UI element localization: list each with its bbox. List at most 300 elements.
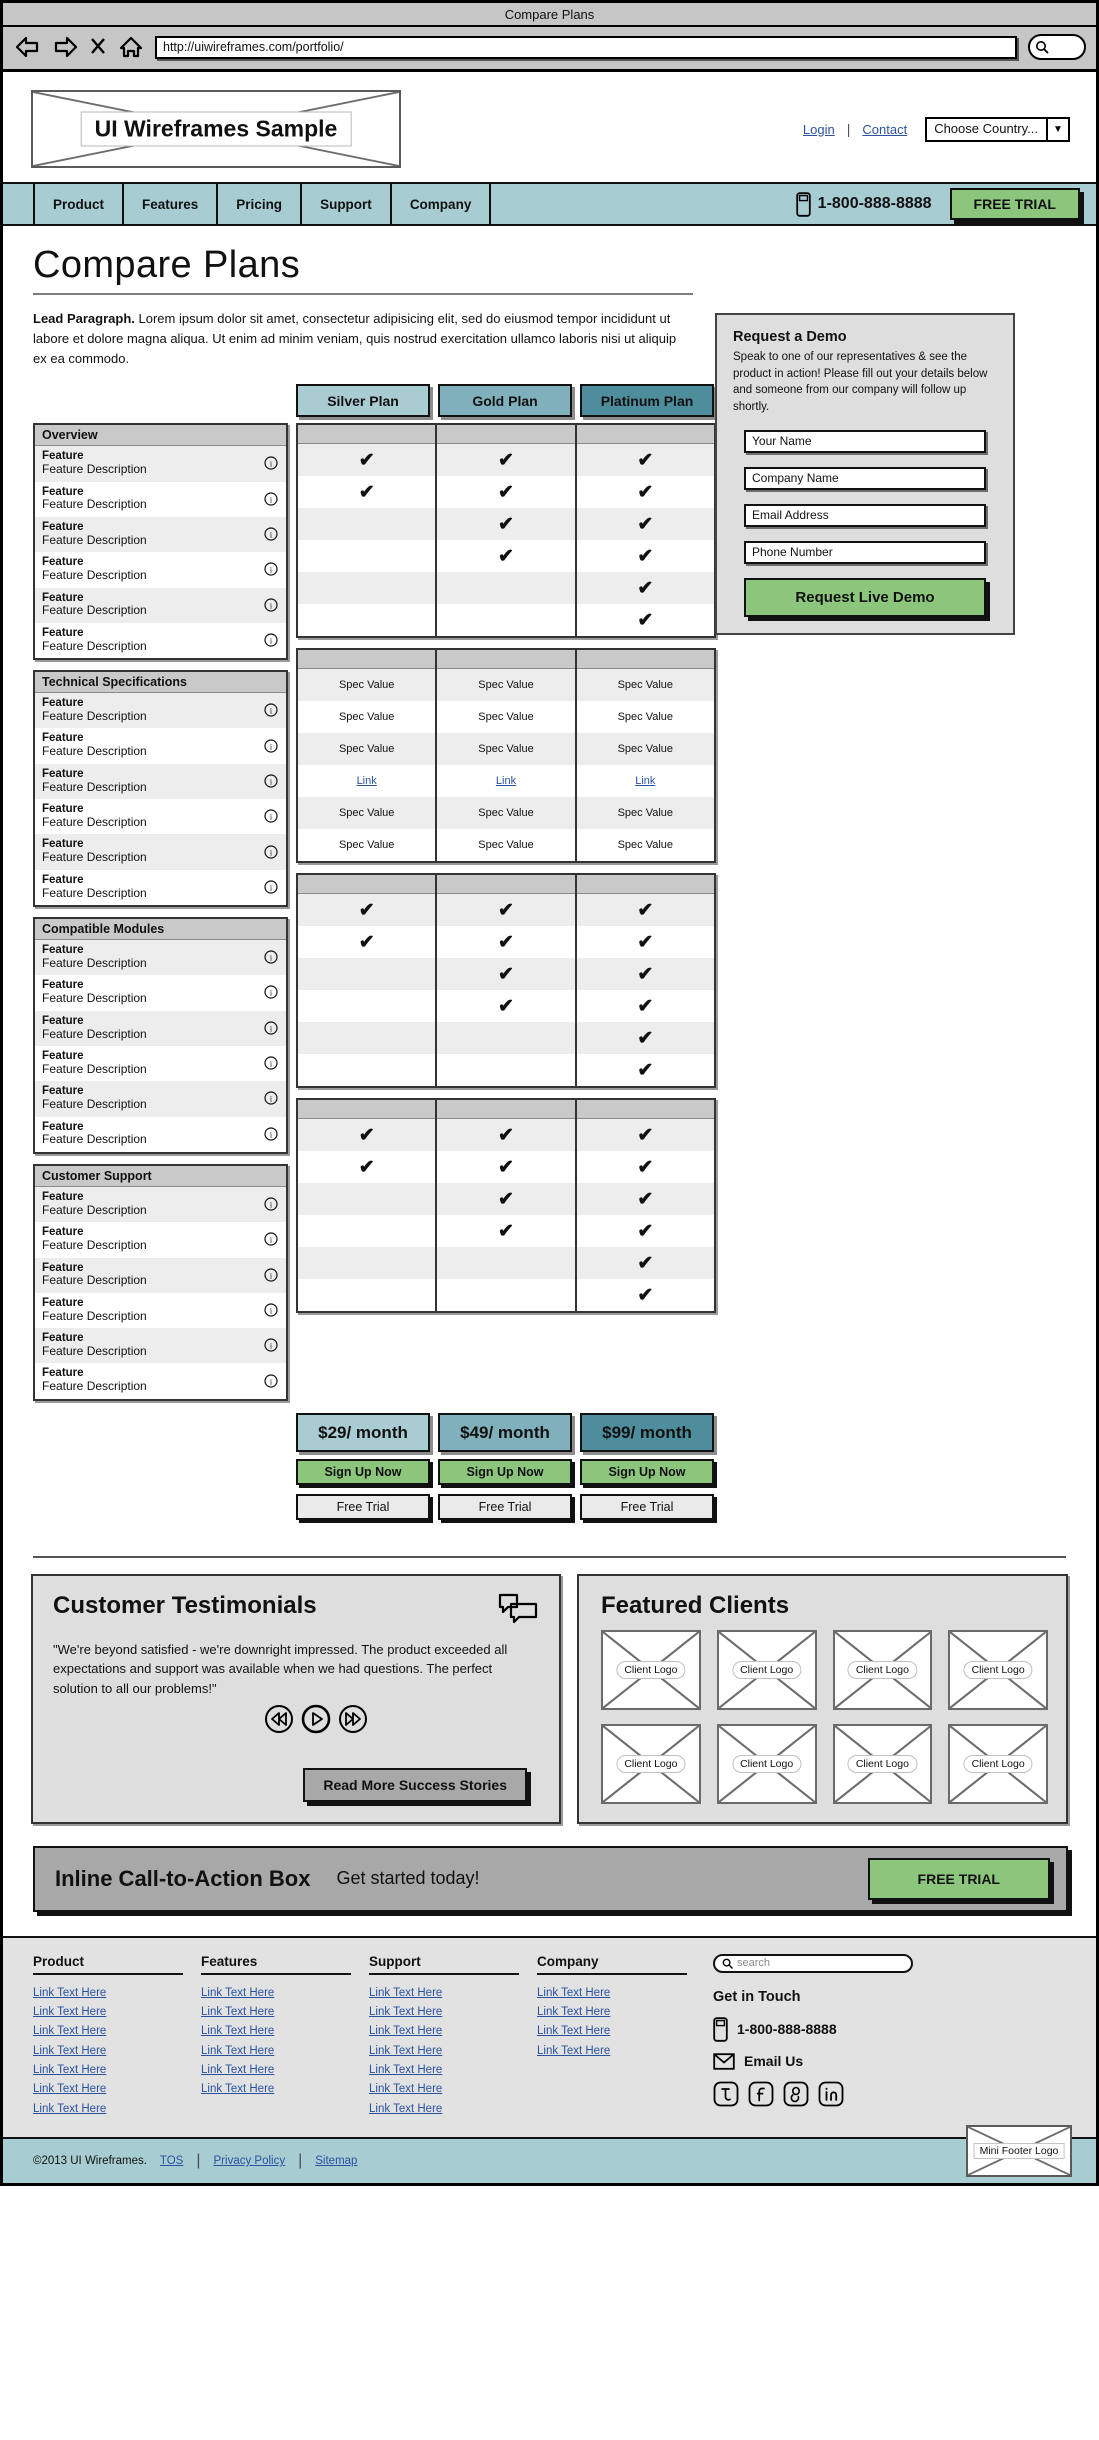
svg-text:i: i xyxy=(269,1306,273,1316)
feature-not-included xyxy=(437,1054,574,1086)
nav-item-pricing[interactable]: Pricing xyxy=(216,184,302,224)
plan-header-silver[interactable]: Silver Plan xyxy=(296,384,430,417)
plan-values-group xyxy=(296,423,716,638)
search-icon xyxy=(1035,40,1049,54)
browser-search-box[interactable] xyxy=(1028,34,1086,60)
info-circle-icon[interactable] xyxy=(264,1374,278,1388)
feature-description: Feature Description xyxy=(42,991,147,1006)
check-icon: ✔ xyxy=(498,931,514,953)
info-circle-icon[interactable] xyxy=(264,739,278,753)
feature-name: Feature xyxy=(42,873,84,886)
info-circle-icon[interactable] xyxy=(264,1268,278,1282)
feature-row xyxy=(35,764,286,799)
login-link[interactable]: Login xyxy=(802,121,835,137)
site-header xyxy=(3,72,1096,182)
plan-value-column-silver xyxy=(298,650,437,861)
spec-link[interactable]: Link xyxy=(635,775,656,788)
browser-title-bar xyxy=(3,3,1096,27)
feature-name: Feature xyxy=(42,591,84,604)
check-icon: ✔ xyxy=(498,1220,514,1242)
svg-text:i: i xyxy=(269,953,273,963)
client-logo[interactable] xyxy=(601,1630,701,1710)
feature-row xyxy=(35,588,286,623)
footer-link[interactable]: Link Text Here xyxy=(369,2025,443,2038)
address-bar[interactable] xyxy=(155,36,1017,59)
info-circle-icon[interactable] xyxy=(264,845,278,859)
nav-item-support[interactable]: Support xyxy=(300,184,392,224)
check-icon: ✔ xyxy=(498,513,514,535)
client-logo-grid xyxy=(601,1630,1048,1804)
section-divider xyxy=(33,1556,1066,1558)
info-circle-icon[interactable] xyxy=(264,809,278,823)
footer-link[interactable]: Link Text Here xyxy=(369,1986,443,1999)
footer-column-support xyxy=(369,1954,519,2119)
footer-link[interactable]: Link Text Here xyxy=(537,2006,611,2019)
client-logo[interactable] xyxy=(717,1724,817,1804)
check-icon: ✔ xyxy=(637,963,654,985)
info-circle-icon[interactable] xyxy=(264,1056,278,1070)
featured-clients-title: Featured Clients xyxy=(601,1591,790,1619)
feature-text xyxy=(42,944,147,970)
feature-included-check xyxy=(577,540,714,572)
footer-link[interactable]: Link Text Here xyxy=(369,2083,443,2096)
client-logo[interactable] xyxy=(601,1724,701,1804)
intro-row xyxy=(33,309,1068,1520)
spec-value-cell: Spec Value xyxy=(298,797,435,829)
email-address-field[interactable] xyxy=(744,504,986,527)
feature-name: Feature xyxy=(42,1085,84,1098)
feature-name: Feature xyxy=(42,1120,84,1133)
feature-name: Feature xyxy=(42,732,84,745)
feature-included-check xyxy=(437,444,574,476)
feature-description: Feature Description xyxy=(42,1273,147,1288)
feature-name: Feature xyxy=(42,803,84,816)
feature-row xyxy=(35,940,286,975)
feature-row xyxy=(35,1011,286,1046)
spec-value-cell: Spec Value xyxy=(437,733,574,765)
page-title: Compare Plans xyxy=(33,244,301,286)
lead-text: Lorem ipsum dolor sit amet, consectetur adipisicing elit, sed do eiusmod tempor incididunt ut labore et dolore magna aliqua. Ut enim ad minim veniam, quis nostrud exercitation ullamco laboris nisi ut aliquip ex ea commodo. xyxy=(33,311,677,366)
copyright-text: ©2013 UI Wireframes. xyxy=(33,2154,147,2167)
footer-link[interactable]: Link Text Here xyxy=(201,2006,275,2019)
spec-link[interactable]: Link xyxy=(495,775,517,788)
facebook-icon[interactable] xyxy=(748,2081,774,2107)
feature-not-included xyxy=(298,508,435,540)
feature-included-check xyxy=(437,1151,574,1183)
back-arrow-icon[interactable] xyxy=(15,35,41,59)
mobile-phone-icon xyxy=(796,192,811,217)
footer-link[interactable]: Link Text Here xyxy=(369,2102,443,2115)
plan-values-group xyxy=(296,1098,716,1313)
spec-value-cell: Spec Value xyxy=(478,839,534,852)
forward-arrow-icon[interactable] xyxy=(52,35,78,59)
nav-phone-number: 1-800-888-8888 xyxy=(817,195,932,212)
feature-included-check xyxy=(577,1247,714,1279)
feature-included-check xyxy=(577,1279,714,1311)
feature-included-check xyxy=(577,444,714,476)
country-select[interactable] xyxy=(925,117,1070,142)
check-icon: ✔ xyxy=(637,1124,654,1146)
feature-description: Feature Description xyxy=(42,1344,147,1358)
feature-included-check xyxy=(298,476,435,508)
mobile-phone-icon xyxy=(713,2017,728,2042)
footer-link[interactable]: Link Text Here xyxy=(33,2102,107,2115)
feature-group-overview xyxy=(33,423,288,660)
info-circle-icon[interactable] xyxy=(264,598,278,612)
feature-name: Feature xyxy=(42,1367,84,1380)
feature-description: Feature Description xyxy=(42,1238,147,1253)
feature-row xyxy=(35,834,286,869)
info-circle-icon[interactable] xyxy=(264,985,278,999)
comparison-table xyxy=(33,423,693,1411)
footer-link[interactable]: Link Text Here xyxy=(201,2083,275,2096)
feature-included-check xyxy=(577,572,714,604)
sitemap-link[interactable]: Sitemap xyxy=(315,2154,358,2167)
plan-value-column-platinum xyxy=(577,875,714,1086)
free-trial-button-gold[interactable]: Free Trial xyxy=(438,1494,572,1520)
plan-value-column-platinum xyxy=(577,1100,714,1311)
plan-values-group xyxy=(296,873,716,1088)
footer-link[interactable]: Link Text Here xyxy=(33,2006,107,2019)
get-in-touch-title: Get in Touch xyxy=(713,1988,801,2005)
footer-link[interactable]: Link Text Here xyxy=(369,2064,443,2076)
country-select-value: Choose Country... xyxy=(934,120,1038,136)
feature-description: Feature Description xyxy=(42,779,147,794)
footer-link[interactable]: Link Text Here xyxy=(201,1986,275,1999)
sign-up-now-button-silver[interactable]: Sign Up Now xyxy=(296,1459,430,1485)
info-circle-icon[interactable] xyxy=(264,703,278,717)
plan-value-column-silver xyxy=(298,1100,437,1311)
footer-column-divider xyxy=(33,1973,183,1975)
feature-description: Feature Description xyxy=(42,532,147,547)
plan-value-column-header xyxy=(437,650,574,669)
svg-text:i: i xyxy=(269,812,273,822)
feature-name: Feature xyxy=(42,697,84,710)
plan-price-silver: $29/ month xyxy=(296,1413,430,1452)
your-name-field[interactable] xyxy=(744,430,986,453)
check-icon: ✔ xyxy=(637,449,654,471)
close-x-icon[interactable] xyxy=(89,35,107,59)
plan-value-column-gold xyxy=(437,425,576,636)
feature-group-title: Technical Specifications xyxy=(35,672,286,693)
plan-value-column-gold xyxy=(437,1100,576,1311)
play-icon[interactable] xyxy=(301,1704,331,1734)
free-trial-button-platinum[interactable]: Free Trial xyxy=(580,1494,714,1520)
feature-group-title: Compatible Modules xyxy=(35,919,286,940)
footer-link[interactable]: Link Text Here xyxy=(33,2025,107,2038)
inline-cta-box xyxy=(33,1846,1068,1912)
feature-row xyxy=(35,517,286,552)
url-text: http://uiwireframes.com/portfolio/ xyxy=(163,40,344,54)
plan-value-column-header xyxy=(298,1100,435,1119)
plan-value-column-silver xyxy=(298,875,437,1086)
feature-row xyxy=(35,1117,286,1152)
feature-group-title: Overview xyxy=(35,425,286,446)
plan-value-column-header xyxy=(577,425,714,444)
page-body xyxy=(3,72,1096,2183)
cta-free-trial-button[interactable]: FREE TRIAL xyxy=(868,1858,1050,1900)
feature-name: Feature xyxy=(42,1332,84,1345)
svg-text:i: i xyxy=(269,1024,273,1034)
tos-link[interactable]: TOS xyxy=(159,2154,184,2167)
sign-up-now-button-platinum[interactable]: Sign Up Now xyxy=(580,1459,714,1485)
check-icon: ✔ xyxy=(637,1027,654,1049)
plan-action-cell-silver xyxy=(296,1413,430,1520)
privacy-policy-link[interactable]: Privacy Policy xyxy=(213,2154,286,2167)
spec-link-cell xyxy=(437,765,574,797)
footer-link[interactable]: Link Text Here xyxy=(201,2025,275,2038)
site-logo[interactable] xyxy=(31,90,401,168)
feature-row xyxy=(35,799,286,834)
check-icon: ✔ xyxy=(358,1124,375,1146)
feature-name: Feature xyxy=(42,1014,84,1027)
footer-column-title: Company xyxy=(537,1953,599,1969)
home-icon[interactable] xyxy=(118,35,144,59)
plan-value-column-silver xyxy=(298,425,437,636)
feature-included-check xyxy=(577,1151,714,1183)
nav-phone xyxy=(796,192,932,217)
feature-name: Feature xyxy=(42,767,84,780)
feature-text xyxy=(42,838,147,864)
feature-name: Feature xyxy=(42,1261,84,1274)
feature-included-check xyxy=(577,1119,714,1151)
feature-row xyxy=(35,728,286,763)
cta-subtitle: Get started today! xyxy=(336,1868,480,1889)
check-icon: ✔ xyxy=(358,899,375,921)
feature-included-check xyxy=(577,476,714,508)
client-logo[interactable] xyxy=(833,1724,933,1804)
footer-search-box[interactable] xyxy=(713,1954,913,1973)
testimonials-panel xyxy=(31,1574,561,1824)
company-name-field[interactable] xyxy=(744,467,986,490)
plan-header-platinum[interactable]: Platinum Plan xyxy=(580,384,714,417)
spec-value-cell: Spec Value xyxy=(577,733,714,765)
feature-not-included xyxy=(298,572,435,604)
client-logo-label: Client Logo xyxy=(964,1755,1033,1773)
check-icon: ✔ xyxy=(358,449,375,471)
info-circle-icon[interactable] xyxy=(264,562,278,576)
check-icon: ✔ xyxy=(637,1059,654,1081)
client-logo[interactable] xyxy=(948,1724,1048,1804)
footer-link[interactable]: Link Text Here xyxy=(33,1986,107,1999)
svg-text:i: i xyxy=(269,459,273,469)
site-footer xyxy=(3,1936,1096,2137)
feature-text xyxy=(42,697,147,723)
plan-value-column-header xyxy=(437,875,574,894)
svg-text:i: i xyxy=(269,601,273,611)
feature-included-check xyxy=(577,1183,714,1215)
spec-value-cell: Spec Value xyxy=(437,669,574,701)
footer-link[interactable]: Link Text Here xyxy=(201,2064,275,2076)
feature-included-check xyxy=(298,444,435,476)
feature-description: Feature Description xyxy=(42,603,147,618)
check-icon: ✔ xyxy=(358,931,375,953)
svg-text:i: i xyxy=(269,988,273,998)
fast-forward-icon[interactable] xyxy=(338,1704,368,1734)
feature-included-check xyxy=(298,1151,435,1183)
footer-link[interactable]: Link Text Here xyxy=(33,2044,107,2057)
lead-label: Lead Paragraph. xyxy=(33,311,135,326)
testimonial-controls xyxy=(93,1704,539,1734)
feature-description: Feature Description xyxy=(42,709,147,723)
plan-action-cell-platinum xyxy=(580,1413,714,1520)
feature-name: Feature xyxy=(42,556,84,569)
footer-link[interactable]: Link Text Here xyxy=(537,2044,611,2057)
info-circle-icon[interactable] xyxy=(264,1021,278,1035)
info-circle-icon[interactable] xyxy=(264,1232,278,1246)
check-icon: ✔ xyxy=(498,995,514,1017)
svg-text:i: i xyxy=(269,1200,273,1210)
contact-link[interactable]: Contact xyxy=(862,121,908,137)
feature-text xyxy=(42,521,147,547)
demo-panel-title: Request a Demo xyxy=(733,329,847,345)
feature-row xyxy=(35,870,286,905)
feature-description: Feature Description xyxy=(42,955,147,970)
nav-item-features[interactable]: Features xyxy=(122,184,218,224)
plan-value-column-header xyxy=(577,875,714,894)
feature-included-check xyxy=(577,926,714,958)
read-more-success-stories-button[interactable]: Read More Success Stories xyxy=(303,1768,527,1802)
info-circle-icon[interactable] xyxy=(264,527,278,541)
feature-included-check xyxy=(577,1215,714,1247)
feature-name: Feature xyxy=(42,626,84,639)
footer-column-title: Features xyxy=(201,1953,258,1969)
feature-group-title: Customer Support xyxy=(35,1166,286,1187)
check-icon: ✔ xyxy=(358,481,375,503)
info-circle-icon[interactable] xyxy=(264,1303,278,1317)
svg-text:i: i xyxy=(269,883,273,893)
request-demo-panel xyxy=(715,313,1015,635)
nav-free-trial-button[interactable]: FREE TRIAL xyxy=(950,188,1080,220)
feature-name: Feature xyxy=(42,485,84,498)
info-circle-icon[interactable] xyxy=(264,774,278,788)
client-logo-label: Client Logo xyxy=(964,1661,1033,1679)
footer-link[interactable]: Link Text Here xyxy=(33,2064,107,2076)
info-circle-icon[interactable] xyxy=(264,633,278,647)
feature-text xyxy=(42,1297,147,1323)
nav-item-company[interactable]: Company xyxy=(390,184,492,224)
check-icon: ✔ xyxy=(498,481,514,503)
info-circle-icon[interactable] xyxy=(264,492,278,506)
check-icon: ✔ xyxy=(637,899,654,921)
client-logo-label: Client Logo xyxy=(848,1755,917,1773)
footer-link[interactable]: Link Text Here xyxy=(537,1986,611,1999)
linkedin-icon[interactable] xyxy=(818,2081,844,2107)
footer-link[interactable]: Link Text Here xyxy=(537,2025,611,2038)
client-logo[interactable] xyxy=(717,1630,817,1710)
nav-item-product[interactable]: Product xyxy=(33,184,124,224)
client-logo-label: Client Logo xyxy=(848,1661,917,1679)
check-icon: ✔ xyxy=(637,1188,654,1210)
feature-row xyxy=(35,1293,286,1328)
footer-link[interactable]: Link Text Here xyxy=(201,2044,275,2057)
plan-price-platinum: $99/ month xyxy=(580,1413,714,1452)
mini-footer-logo[interactable] xyxy=(966,2125,1072,2177)
info-circle-icon[interactable] xyxy=(264,1197,278,1211)
footer-column-divider xyxy=(369,1973,519,1975)
feature-name: Feature xyxy=(42,1049,84,1062)
site-logo-label: UI Wireframes Sample xyxy=(81,112,352,147)
feature-description: Feature Description xyxy=(42,638,147,653)
footer-link[interactable]: Link Text Here xyxy=(369,2006,443,2019)
info-circle-icon[interactable] xyxy=(264,880,278,894)
feature-included-check xyxy=(437,508,574,540)
feature-not-included xyxy=(298,990,435,1022)
feature-not-included xyxy=(437,1022,574,1054)
demo-panel-subtitle: Speak to one of our representatives & see the product in action! Please fill out your details below and someone from our company will follow up shortly. xyxy=(733,351,988,414)
feature-column xyxy=(33,423,288,1411)
feature-name: Feature xyxy=(42,944,84,956)
client-logo[interactable] xyxy=(948,1630,1048,1710)
plan-header-gold[interactable]: Gold Plan xyxy=(438,384,572,417)
feature-not-included xyxy=(298,1054,435,1086)
spec-value-cell: Spec Value xyxy=(338,711,395,724)
spec-value-cell: Spec Value xyxy=(298,733,435,765)
footer-email-row[interactable] xyxy=(713,2053,1068,2070)
feature-text xyxy=(42,556,147,582)
feature-text xyxy=(42,627,147,653)
feature-included-check xyxy=(577,1022,714,1054)
search-icon xyxy=(722,1958,733,1969)
plan-value-column-header xyxy=(298,875,435,894)
feature-included-check xyxy=(298,1119,435,1151)
svg-text:i: i xyxy=(269,706,273,716)
feature-name: Feature xyxy=(42,1296,84,1309)
twitter-icon[interactable] xyxy=(713,2081,739,2107)
social-links xyxy=(713,2081,1068,2107)
feature-text xyxy=(42,1262,147,1288)
feature-not-included xyxy=(437,1279,574,1311)
feature-row xyxy=(35,1222,286,1257)
info-circle-icon[interactable] xyxy=(264,456,278,470)
check-icon: ✔ xyxy=(637,995,654,1017)
phone-number-field[interactable] xyxy=(744,541,986,564)
info-circle-icon[interactable] xyxy=(264,1091,278,1105)
feature-not-included xyxy=(298,1183,435,1215)
spec-value-cell: Spec Value xyxy=(478,711,534,724)
feature-included-check xyxy=(577,990,714,1022)
lead-column xyxy=(33,309,693,1520)
info-circle-icon[interactable] xyxy=(264,950,278,964)
feature-description: Feature Description xyxy=(42,1202,147,1217)
spec-link[interactable]: Link xyxy=(356,775,377,788)
info-circle-icon[interactable] xyxy=(264,1127,278,1141)
mini-footer-logo-label: Mini Footer Logo xyxy=(974,2143,1065,2159)
info-circle-icon[interactable] xyxy=(264,1338,278,1352)
feature-group-technical-specifications xyxy=(33,670,288,907)
free-trial-button-silver[interactable]: Free Trial xyxy=(296,1494,430,1520)
utility-divider: | xyxy=(846,121,851,137)
footer-link[interactable]: Link Text Here xyxy=(33,2083,107,2096)
feature-row xyxy=(35,1258,286,1293)
googleplus-icon[interactable] xyxy=(783,2081,809,2107)
footer-link[interactable]: Link Text Here xyxy=(369,2044,443,2057)
svg-text:i: i xyxy=(269,1341,273,1351)
client-logo[interactable] xyxy=(833,1630,933,1710)
rewind-icon[interactable] xyxy=(264,1704,294,1734)
feature-text xyxy=(42,592,147,618)
feature-row xyxy=(35,1187,286,1222)
plan-headers xyxy=(296,384,693,417)
footer-search-placeholder: search xyxy=(737,1957,771,1970)
sign-up-now-button-gold[interactable]: Sign Up Now xyxy=(438,1459,572,1485)
spec-value-cell: Spec Value xyxy=(437,797,574,829)
footer-column-company xyxy=(537,1954,687,2119)
feature-description: Feature Description xyxy=(42,744,147,759)
request-live-demo-button[interactable]: Request Live Demo xyxy=(744,578,986,617)
feature-included-check xyxy=(437,926,574,958)
feature-included-check xyxy=(437,476,574,508)
